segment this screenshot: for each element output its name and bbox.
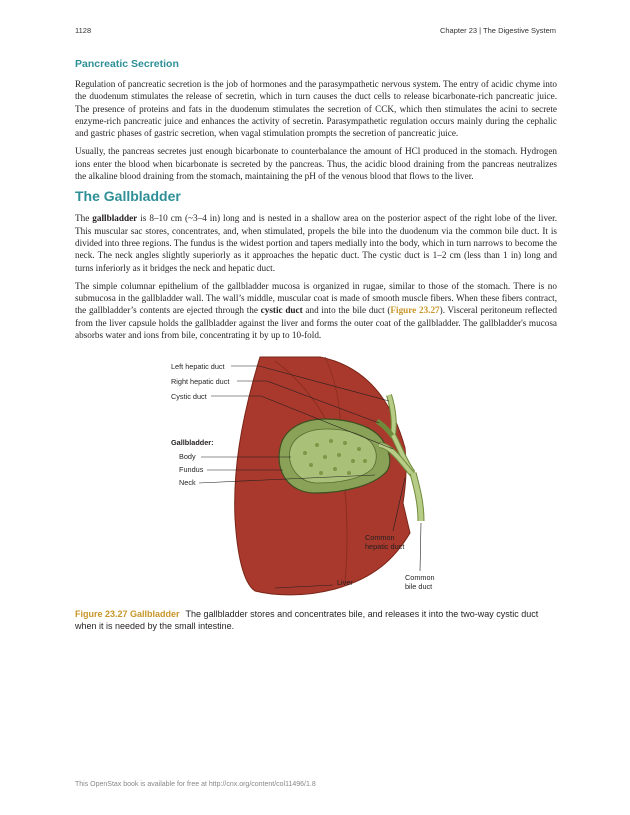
figure-caption: [75, 609, 557, 632]
gallbladder-figure: [75, 353, 557, 603]
text-run: ). Visceral peritoneum reflected from the liver capsule holds the gallbladder against the liver and forms the outer coat of the gallbladder. The gallbladder's mucosa absorbs water and ions from bile, concentrating it by up to 10-fold.: [75, 305, 558, 341]
label-cystic-duct: Cystic duct: [171, 392, 207, 402]
text-run: The simple columnar epithelium of the gallbladder mucosa is organized in rugae, similar to those of the stomach. There is no submucosa in the gallbladder wall. The wall’s middle, muscular coat is made of smooth muscle fibers. When these fibers contract, the gallbladder’s contents are ejected through the: [75, 280, 557, 316]
chapter-title: Chapter 23 | The Digestive System: [439, 26, 556, 35]
label-right-hepatic-duct: Right hepatic duct: [171, 377, 230, 387]
label-common-bile-duct-2: bile duct: [405, 582, 433, 592]
section-heading-gallbladder: The Gallbladder: [75, 188, 181, 205]
label-common-hepatic-duct-1: Common: [365, 533, 395, 543]
label-common-bile-duct-1: Common: [405, 573, 435, 583]
footer-attribution: This OpenStax book is available for free at http://cnx.org/content/col11496/1.8: [75, 781, 316, 788]
label-left-hepatic-duct: Left hepatic duct: [171, 362, 225, 372]
label-body: Body: [179, 452, 196, 462]
figure-reference-link[interactable]: Figure 23.27: [390, 305, 440, 316]
label-common-hepatic-duct-2: hepatic duct: [365, 542, 405, 552]
page-content: [75, 58, 557, 632]
common-bile-duct-fill: [413, 473, 421, 521]
text-run: The: [75, 213, 93, 224]
caption-text: The gallbladder stores and concentrates bile, and releases it into the two-way cystic duct when it is needed by the small intestine.: [75, 609, 539, 631]
paragraph-gallbladder-1: [75, 212, 557, 273]
text-run: is 8–10 cm (~3–4 in) long and is nested in a shallow area on the posterior aspect of the right lobe of the liver. This muscular sac stores, concentrates, and, when stimulated, propels the bile into the duodenum via the common bile duct. It is divided into three regions. The fundus is the widest portion and tapers medially into the body, which in turn narrows to become the neck. The neck angles slightly superiorly as it approaches the hepatic duct. The cystic duct is 1–2 cm (less than 1 in) long and turns inferiorly as it bridges the neck and hepatic duct.: [75, 213, 557, 273]
paragraph-pancreatic-1: Regulation of pancreatic secretion is the job of hormones and the parasympathetic nervous system. The entry of acidic chyme into the duodenum stimulates the release of secretin, which in turn causes the duct cells to release bicarbonate-rich pancreatic juice. The presence of proteins and fats in the duodenum stimulates the secretion of CCK, which then stimulates the acini to secrete enzyme-rich pancreatic juice and enhances the activity of secretin. Parasympathetic regulation occurs mainly during the cephalic and gastric phases of gastric secretion, when vagal stimulation prompts the secretion of pancreatic juice.: [75, 79, 557, 139]
term-gallbladder: gallbladder: [92, 213, 138, 224]
section-heading-pancreatic-secretion: Pancreatic Secretion: [75, 58, 179, 70]
paragraph-pancreatic-2: Usually, the pancreas secretes just enough bicarbonate to counterbalance the amount of HCl produced in the stomach. Hydrogen ions enter the blood when bicarbonate is secreted by the pancreas. Thus, the acidic blood draining from the pancreas neutralizes the alkaline blood draining from the stomach, maintaining the pH of the venous blood that flows to the liver.: [75, 146, 557, 182]
label-gallbladder: Gallbladder:: [171, 438, 214, 448]
label-neck: Neck: [179, 478, 196, 488]
label-liver: Liver: [337, 578, 353, 588]
term-cystic-duct: cystic duct: [260, 305, 303, 316]
text-run: and into the bile duct (: [302, 305, 391, 316]
paragraph-gallbladder-2: [75, 280, 557, 341]
gallbladder-illustration: [75, 353, 557, 603]
page-number: 1128: [75, 26, 92, 35]
label-fundus: Fundus: [179, 465, 204, 475]
caption-title: Figure 23.27 Gallbladder: [75, 609, 180, 620]
